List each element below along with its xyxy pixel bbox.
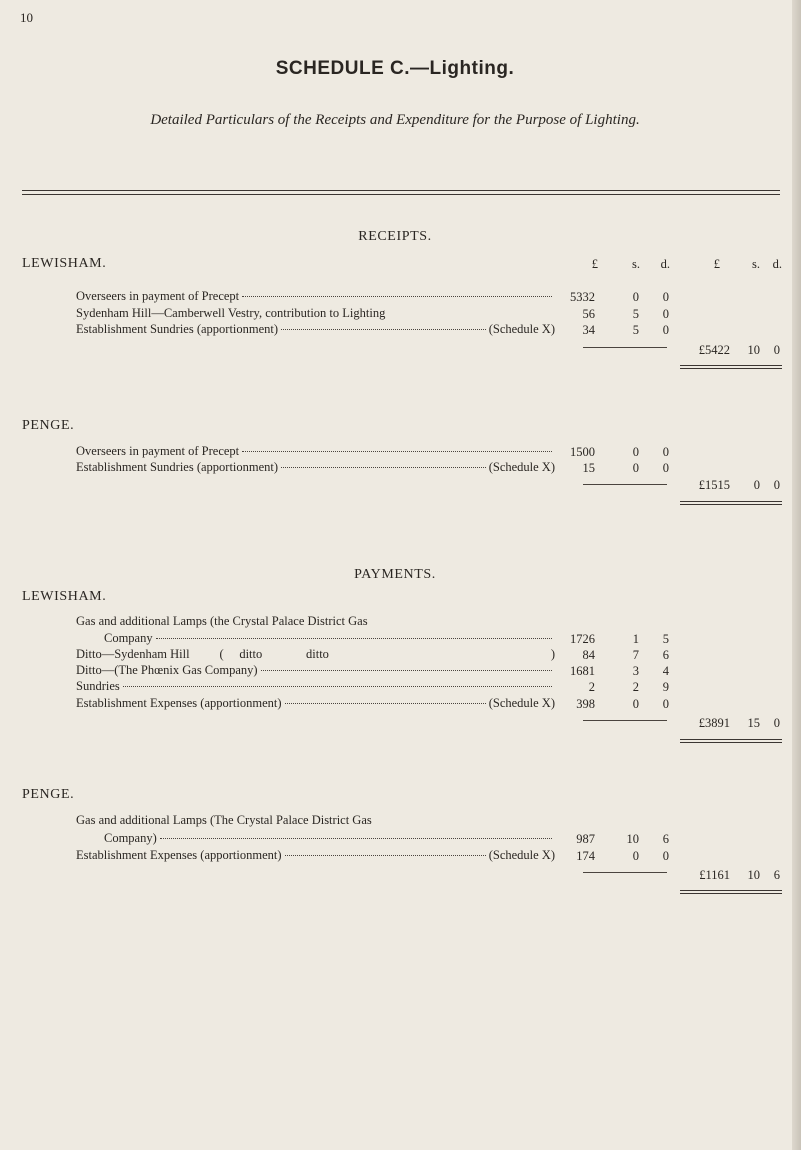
col-header-total-pence: d. bbox=[772, 257, 782, 271]
subtotal-rule bbox=[583, 872, 667, 873]
col-header-total-pounds: £ bbox=[713, 257, 720, 271]
receipt-row: Establishment Sundries (apportionment) (Schedule X) bbox=[76, 322, 555, 336]
subtotal-rule bbox=[583, 347, 667, 348]
payment-row: Establishment Expenses (apportionment) (Schedule X) bbox=[76, 848, 555, 862]
payment-row: Sundries bbox=[76, 679, 555, 695]
payment-row: Establishment Expenses (apportionment) (Schedule X) bbox=[76, 696, 555, 710]
receipts-penge-heading: PENGE. bbox=[22, 418, 75, 433]
total-double-rule bbox=[680, 890, 782, 894]
payments-penge-heading: PENGE. bbox=[22, 787, 75, 802]
page-number: 10 bbox=[20, 10, 33, 25]
payment-row: Company) bbox=[104, 831, 555, 847]
title-double-rule bbox=[22, 190, 780, 195]
payments-lewisham-total-pounds: £3891 bbox=[698, 716, 730, 730]
subtotal-rule bbox=[583, 484, 667, 485]
receipts-heading: RECEIPTS. bbox=[358, 229, 432, 244]
col-header-pence: d. bbox=[660, 257, 670, 271]
col-header-shillings: s. bbox=[632, 257, 640, 271]
col-header-total-shillings: s. bbox=[752, 257, 760, 271]
receipts-penge-total-pounds: £1515 bbox=[698, 478, 730, 492]
payments-lewisham-heading: LEWISHAM. bbox=[22, 589, 107, 604]
receipt-row: Sydenham Hill—Camberwell Vestry, contribution to Lighting bbox=[76, 306, 386, 320]
col-header-pounds: £ bbox=[591, 257, 598, 271]
subtotal-rule bbox=[583, 720, 667, 721]
page-subtitle: Detailed Particulars of the Receipts and Expenditure for the Purpose of Lighting. bbox=[150, 112, 640, 128]
payment-row: Ditto—Sydenham Hill ( ditto ditto ) bbox=[76, 647, 555, 661]
total-double-rule bbox=[680, 365, 782, 369]
receipts-lewisham-total-pounds: £5422 bbox=[698, 343, 730, 357]
payments-heading: PAYMENTS. bbox=[354, 567, 436, 582]
payments-penge-total-pounds: £1161 bbox=[699, 868, 730, 882]
total-double-rule bbox=[680, 739, 782, 743]
receipt-row: Overseers in payment of Precept bbox=[76, 444, 555, 460]
payment-row: Company bbox=[104, 631, 555, 647]
receipt-row: Establishment Sundries (apportionment) (Schedule X) bbox=[76, 460, 555, 474]
receipts-lewisham-heading: LEWISHAM. bbox=[22, 256, 107, 271]
page-edge-shadow bbox=[792, 0, 801, 1150]
payment-row-label: Gas and additional Lamps (the Crystal Palace District Gas bbox=[76, 614, 368, 628]
payment-row-label: Gas and additional Lamps (The Crystal Palace District Gas bbox=[76, 813, 372, 827]
total-double-rule bbox=[680, 501, 782, 505]
page-title: SCHEDULE C.—Lighting. bbox=[275, 58, 515, 79]
receipt-row: Overseers in payment of Precept bbox=[76, 289, 555, 305]
payment-row: Ditto—(The Phœnix Gas Company) bbox=[76, 663, 555, 679]
